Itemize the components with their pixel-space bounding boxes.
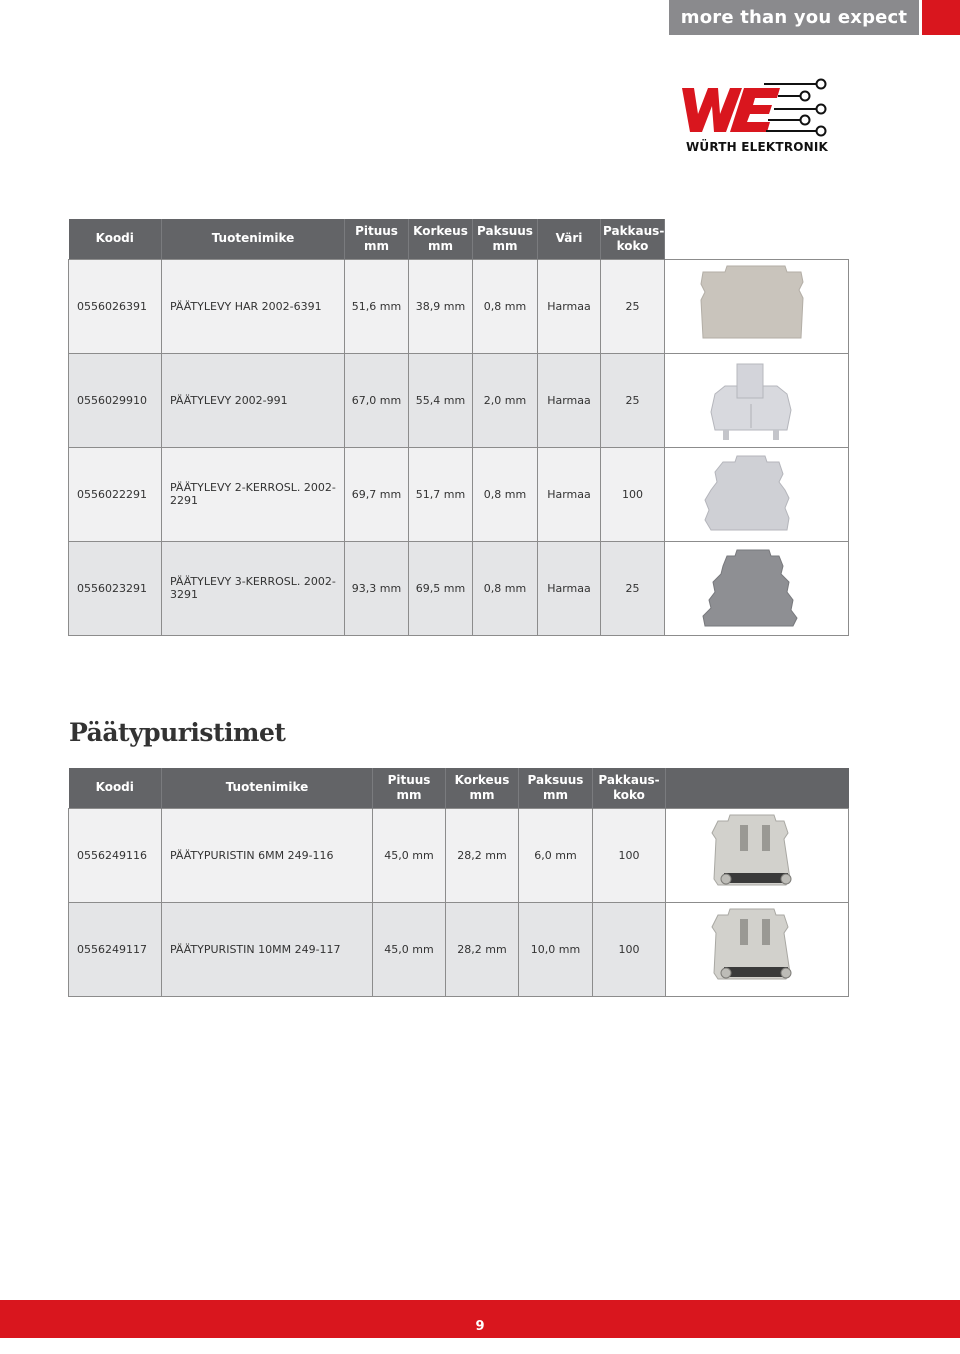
cell-thickness: 10,0 mm <box>519 902 593 996</box>
cell-pack: 100 <box>593 808 666 902</box>
cell-height: 55,4 mm <box>409 353 473 447</box>
cell-name: PÄÄTYLEVY HAR 2002-6391 <box>162 259 345 353</box>
col-header-length: Pituus mm <box>345 219 409 259</box>
col-header-thickness: Paksuus mm <box>473 219 538 259</box>
table-row <box>69 808 849 902</box>
cell-code: 0556249117 <box>69 902 162 996</box>
cell-name: PÄÄTYPURISTIN 10MM 249-117 <box>162 902 373 996</box>
cell-thickness: 6,0 mm <box>519 808 593 902</box>
col-header-pack: Pakkaus- koko <box>593 768 666 808</box>
end-plate-image <box>665 260 849 350</box>
cell-name: PÄÄTYLEVY 2-KERROSL. 2002-2291 <box>162 447 345 541</box>
cell-color: Harmaa <box>538 541 601 635</box>
end-plate-image <box>665 542 849 632</box>
col-header-height: Korkeus mm <box>446 768 519 808</box>
cell-thickness: 0,8 mm <box>473 447 538 541</box>
col-header-color: Väri <box>538 219 601 259</box>
cell-length: 93,3 mm <box>345 541 409 635</box>
tagline: more than you expect <box>680 7 908 28</box>
cell-thickness: 0,8 mm <box>473 541 538 635</box>
cell-length: 45,0 mm <box>373 808 446 902</box>
col-header-pack: Pakkaus- koko <box>601 219 665 259</box>
cell-thickness: 0,8 mm <box>473 259 538 353</box>
end-clamp-image <box>666 809 849 899</box>
red-accent-block <box>922 0 960 35</box>
cell-code: 0556022291 <box>69 447 162 541</box>
col-header-length: Pituus mm <box>373 768 446 808</box>
cell-code: 0556249116 <box>69 808 162 902</box>
cell-name: PÄÄTYPURISTIN 6MM 249-116 <box>162 808 373 902</box>
cell-height: 28,2 mm <box>446 808 519 902</box>
product-image-cell <box>665 447 849 541</box>
cell-color: Harmaa <box>538 447 601 541</box>
cell-pack: 25 <box>601 353 665 447</box>
top-band <box>0 0 960 35</box>
col-header-name: Tuotenimike <box>162 219 345 259</box>
table-row <box>69 902 849 996</box>
cell-color: Harmaa <box>538 353 601 447</box>
col-header-name: Tuotenimike <box>162 768 373 808</box>
cell-pack: 100 <box>601 447 665 541</box>
cell-name: PÄÄTYLEVY 3-KERROSL. 2002-3291 <box>162 541 345 635</box>
cell-pack: 25 <box>601 541 665 635</box>
cell-pack: 100 <box>593 902 666 996</box>
product-image-cell <box>666 902 849 996</box>
cell-height: 69,5 mm <box>409 541 473 635</box>
end-clamp-image <box>666 903 849 993</box>
col-header-thickness: Paksuus mm <box>519 768 593 808</box>
table-row <box>69 259 849 353</box>
cell-length: 67,0 mm <box>345 353 409 447</box>
logo-brand-text: WÜRTH ELEKTRONIK <box>686 140 829 154</box>
col-header-image-blank <box>666 768 849 808</box>
end-plates-table <box>68 219 849 636</box>
table-row <box>69 541 849 635</box>
cell-code: 0556029910 <box>69 353 162 447</box>
table-row <box>69 447 849 541</box>
cell-length: 45,0 mm <box>373 902 446 996</box>
product-image-cell <box>665 353 849 447</box>
page-number: 9 <box>475 1319 485 1334</box>
cell-name: PÄÄTYLEVY 2002-991 <box>162 353 345 447</box>
col-header-image-blank <box>665 219 849 259</box>
end-plate-image <box>665 448 849 538</box>
col-header-code: Koodi <box>69 768 162 808</box>
cell-thickness: 2,0 mm <box>473 353 538 447</box>
cell-color: Harmaa <box>538 259 601 353</box>
col-header-height: Korkeus mm <box>409 219 473 259</box>
table-row <box>69 353 849 447</box>
cell-code: 0556026391 <box>69 259 162 353</box>
col-header-code: Koodi <box>69 219 162 259</box>
cell-length: 69,7 mm <box>345 447 409 541</box>
cell-code: 0556023291 <box>69 541 162 635</box>
cell-height: 51,7 mm <box>409 447 473 541</box>
cell-height: 28,2 mm <box>446 902 519 996</box>
table-header-row <box>69 219 849 259</box>
product-image-cell <box>666 808 849 902</box>
product-image-cell <box>665 541 849 635</box>
end-plate-image <box>665 354 849 444</box>
cell-length: 51,6 mm <box>345 259 409 353</box>
product-image-cell <box>665 259 849 353</box>
section-title: Päätypuristimet <box>69 718 286 747</box>
table-header-row <box>69 768 849 808</box>
end-clamps-table <box>68 768 849 997</box>
cell-height: 38,9 mm <box>409 259 473 353</box>
cell-pack: 25 <box>601 259 665 353</box>
